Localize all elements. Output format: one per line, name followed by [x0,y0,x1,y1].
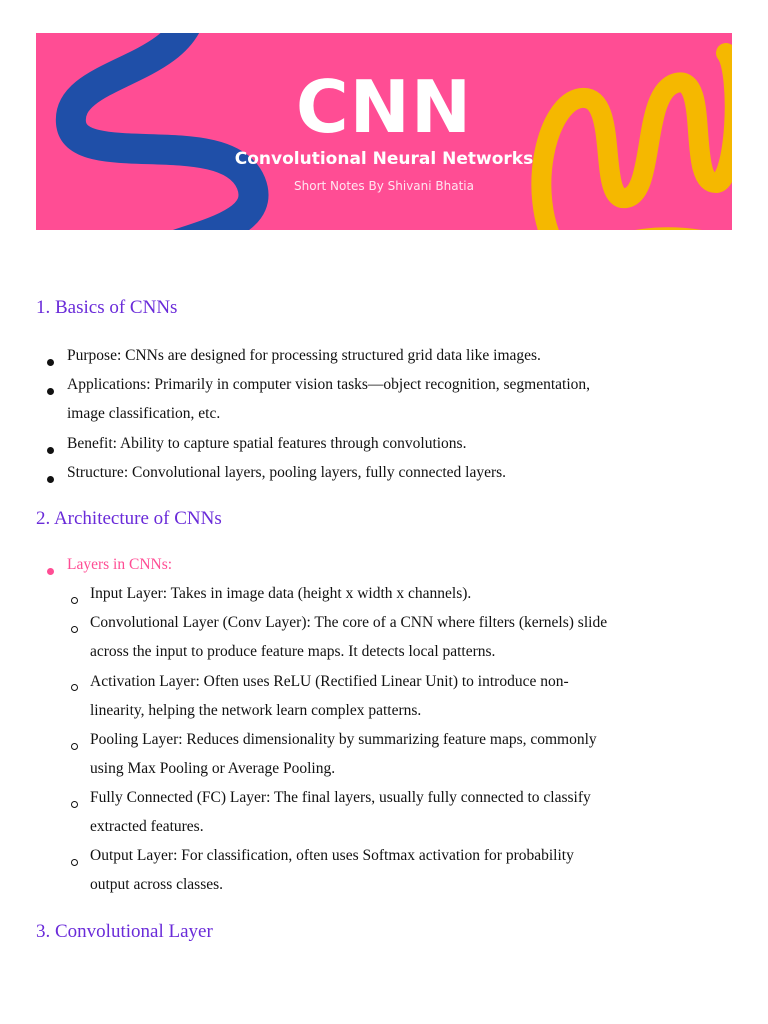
bullet-marker [47,568,54,575]
bullet-marker [47,388,54,395]
banner-subtitle: Convolutional Neural Networks [234,149,534,169]
header-banner [36,33,732,230]
list-item-continuation: using Max Pooling or Average Pooling. [90,760,336,777]
banner-title: CNN [295,65,473,149]
list-item: Fully Connected (FC) Layer: The final layers, usually fully connected to classify [90,789,591,806]
sub-bullet-marker [71,684,78,691]
sub-bullet-marker [71,597,78,604]
sub-bullet-marker [71,626,78,633]
list-item-continuation: across the input to produce feature maps. It detects local patterns. [90,643,496,660]
list-item-continuation: output across classes. [90,876,224,893]
sub-bullet-marker [71,801,78,808]
sub-bullet-marker [71,743,78,750]
list-item-continuation: linearity, helping the network learn complex patterns. [90,702,422,719]
section-heading-basics: 1. Basics of CNNs [36,297,178,318]
sub-bullet-marker [71,859,78,866]
list-item: Purpose: CNNs are designed for processing structured grid data like images. [67,347,541,364]
section-heading-convolutional-layer: 3. Convolutional Layer [36,921,213,942]
section-heading-architecture: 2. Architecture of CNNs [36,508,222,529]
list-item-continuation: extracted features. [90,818,204,835]
list-item: Input Layer: Takes in image data (height x width x channels). [90,585,472,602]
layers-subheading: Layers in CNNs: [67,556,173,573]
list-item: Convolutional Layer (Conv Layer): The core of a CNN where filters (kernels) slide [90,614,608,631]
list-item: Pooling Layer: Reduces dimensionality by summarizing feature maps, commonly [90,731,597,748]
list-item-continuation: image classification, etc. [67,405,221,422]
bullet-marker [47,447,54,454]
list-item: Activation Layer: Often uses ReLU (Rectified Linear Unit) to introduce non- [90,673,569,690]
bullet-marker [47,476,54,483]
bullet-marker [47,359,54,366]
list-item: Output Layer: For classification, often uses Softmax activation for probability [90,847,574,864]
banner-author: Short Notes By Shivani Bhatia [294,179,474,193]
list-item: Applications: Primarily in computer vision tasks—object recognition, segmentation, [67,376,591,393]
list-item: Benefit: Ability to capture spatial features through convolutions. [67,435,467,452]
list-item: Structure: Convolutional layers, pooling layers, fully connected layers. [67,464,507,481]
